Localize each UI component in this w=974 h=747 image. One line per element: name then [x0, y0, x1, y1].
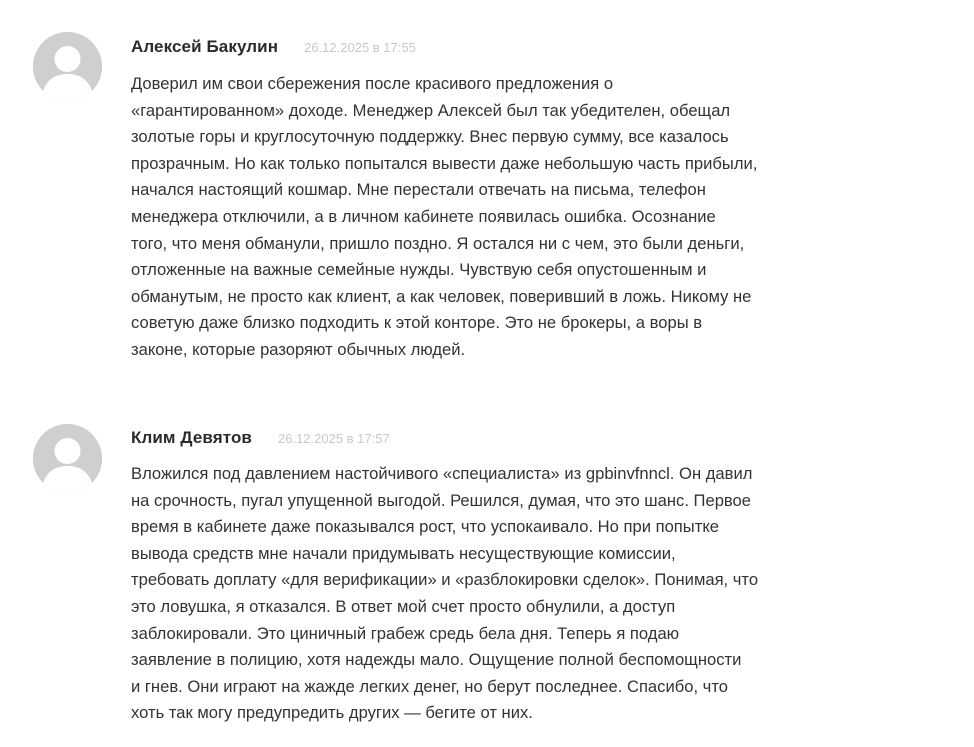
comment-line: требовать доплату «для верификации» и «разблокировки сделок». Понимая, что: [131, 570, 759, 590]
comment-line: советую даже близко подходить к этой конторе. Это не брокеры, а воры в: [131, 313, 703, 333]
comment-meta: [131, 37, 416, 57]
comment-line: заблокировали. Это циничный грабеж средь бела дня. Теперь я подаю: [131, 623, 680, 643]
user-placeholder-icon: [33, 32, 102, 101]
comment-line: прозрачным. Но как только попытался вывести даже небольшую часть прибыли,: [131, 153, 758, 173]
comment-author: Алексей Бакулин: [131, 37, 279, 56]
comment-line: на срочность, пугал упущенной выгодой. Решился, думая, что это шанс. Первое: [131, 490, 752, 510]
comment-line: и гнев. Они играют на жажде легких денег, но берут последнее. Спасибо, что: [131, 676, 728, 696]
comment-text: [131, 71, 891, 364]
user-placeholder-icon: [33, 424, 102, 493]
comment-line: Вложился под давлением настойчивого «специалиста» из gpbinvfnncl. Он давил: [131, 464, 753, 483]
comment-line: вывода средств мне начали придумывать несуществующие комиссии,: [131, 543, 676, 563]
comment-line: того, что меня обманули, пришло поздно. Я остался ни с чем, это были деньги,: [131, 233, 745, 253]
comment-line: время в кабинете даже показывался рост, что успокаивало. Но при попытке: [131, 517, 719, 537]
avatar: [33, 32, 102, 101]
comment-line: начался настоящий кошмар. Мне перестали отвечать на письма, телефон: [131, 180, 706, 200]
comment-date: 26.12.2025 в 17:55: [304, 40, 416, 55]
comment-line: это ловушка, я отказался. В ответ мой счет просто обнулили, а доступ: [131, 596, 676, 616]
comment-line: хоть так могу предупредить других — бегите от них.: [131, 703, 533, 723]
comment-line: заявление в полицию, хотя надежды мало. Ощущение полной беспомощности: [131, 650, 742, 670]
avatar: [33, 424, 102, 493]
comment-line: золотые горы и круглосуточную поддержку. Внес первую сумму, все казалось: [131, 127, 729, 147]
comment-text: [131, 461, 891, 727]
comment-author: Клим Девятов: [131, 428, 252, 447]
comment-line: «гарантированном» доходе. Менеджер Алексей был так убедителен, обещал: [131, 100, 731, 120]
comment-line: Доверил им свои сбережения после красивого предложения о: [131, 74, 614, 93]
comment-line: законе, которые разоряют обычных людей.: [131, 339, 466, 359]
comment-line: обманутым, не просто как клиент, а как человек, поверивший в ложь. Никому не: [131, 286, 752, 306]
comment-meta: [131, 428, 390, 448]
comment-line: менеджера отключили, а в личном кабинете появилась ошибка. Осознание: [131, 206, 716, 226]
comment-line: отложенные на важные семейные нужды. Чувствую себя опустошенным и: [131, 260, 707, 280]
comment-date: 26.12.2025 в 17:57: [277, 431, 390, 446]
